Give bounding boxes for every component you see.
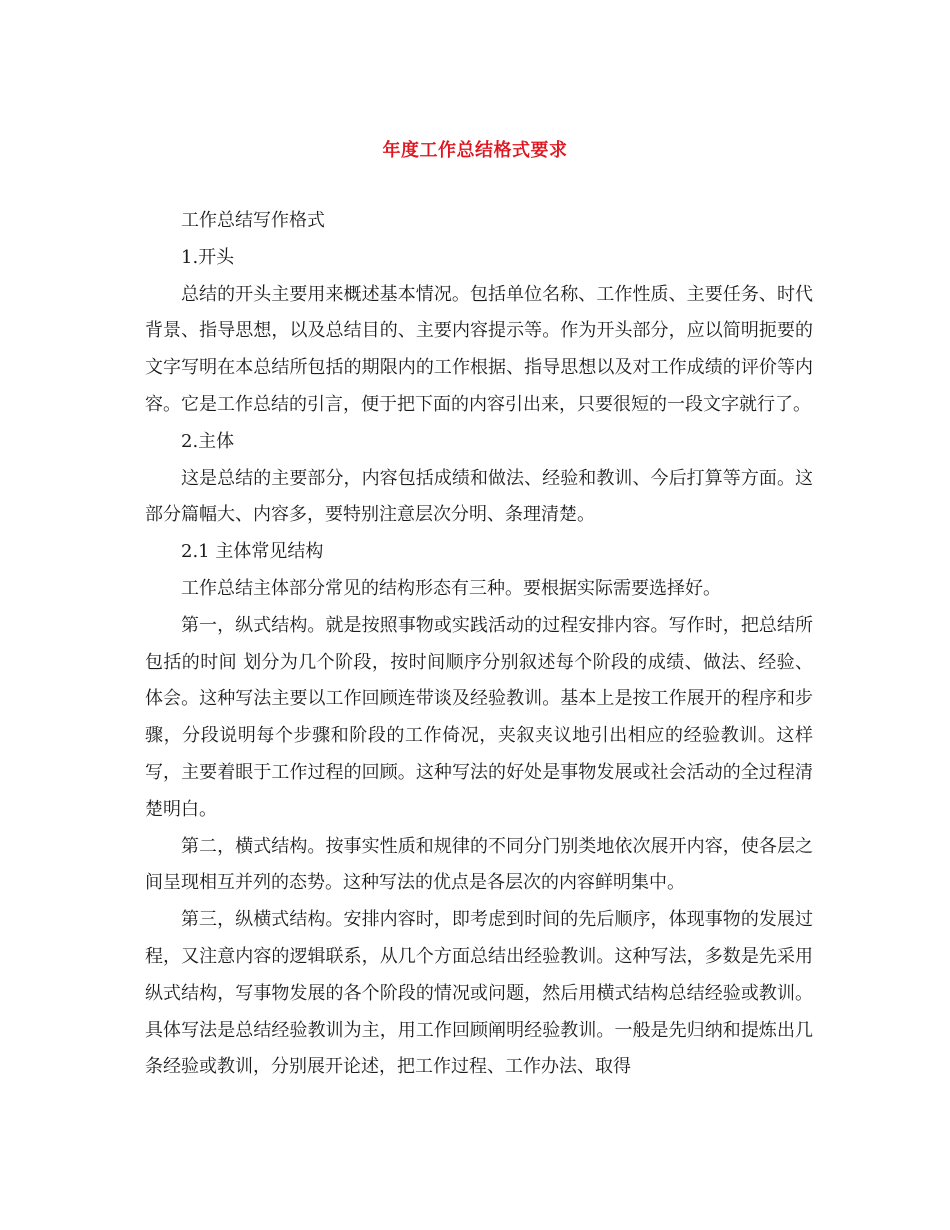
- body-paragraph: 工作总结主体部分常见的结构形态有三种。要根据实际需要选择好。: [181, 577, 721, 599]
- body-paragraph: 第一，纵式结构。就是按照事物或实践活动的过程安排内容。写作时，把总结所包括的时间 划分为几个阶段，按时间顺序分别叙述每个阶段的成绩、做法、经验、体会。这种写法主要以工作回顾连带谈及经验教训。基本上是按工作展开的程序和步骤，分段说明每个步骤和阶段的工作倚况，夹叙夹议地引出相应的经验教训。这样写，主要着眼于工作过程的回顾。这种写法的好处是事物发展或社会活动的全过程清楚明白。: [145, 614, 813, 820]
- section-heading: 1.开头: [181, 246, 235, 268]
- document-body: [145, 203, 813, 1086]
- body-paragraph: 这是总结的主要部分，内容包括成绩和做法、经验和教训、今后打算等方面。这部分篇幅大、内容多，要特别注意层次分明、条理清楚。: [145, 467, 813, 526]
- section-heading: 2.主体: [181, 430, 235, 452]
- section-heading: 2.1 主体常见结构: [181, 541, 324, 563]
- section-heading: 工作总结写作格式: [181, 210, 325, 231]
- body-paragraph: 第二，横式结构。按事实性质和规律的不同分门别类地依次展开内容，使各层之间呈现相互并列的态势。这种写法的优点是各层次的内容鲜明集中。: [145, 835, 813, 894]
- body-paragraph: 第三，纵横式结构。安排内容时，即考虑到时间的先后顺序，体现事物的发展过程，又注意内容的逻辑联系，从几个方面总结出经验教训。这种写法，多数是先采用纵式结构，写事物发展的各个阶段的情况或问题，然后用横式结构总结经验或教训。具体写法是总结经验教训为主，用工作回顾阐明经验教训。一般是先归纳和提炼出几条经验或教训，分别展开论述，把工作过程、工作办法、取得: [145, 909, 813, 1078]
- document-title: 年度工作总结格式要求: [382, 140, 568, 161]
- body-paragraph: 总结的开头主要用来概述基本情况。包括单位名称、工作性质、主要任务、时代背景、指导思想，以及总结目的、主要内容提示等。作为开头部分，应以简明扼要的文字写明在本总结所包括的期限内的工作根据、指导思想以及对工作成绩的评价等内容。它是工作总结的引言，便于把下面的内容引出来，只要很短的一段文字就行了。: [145, 283, 813, 415]
